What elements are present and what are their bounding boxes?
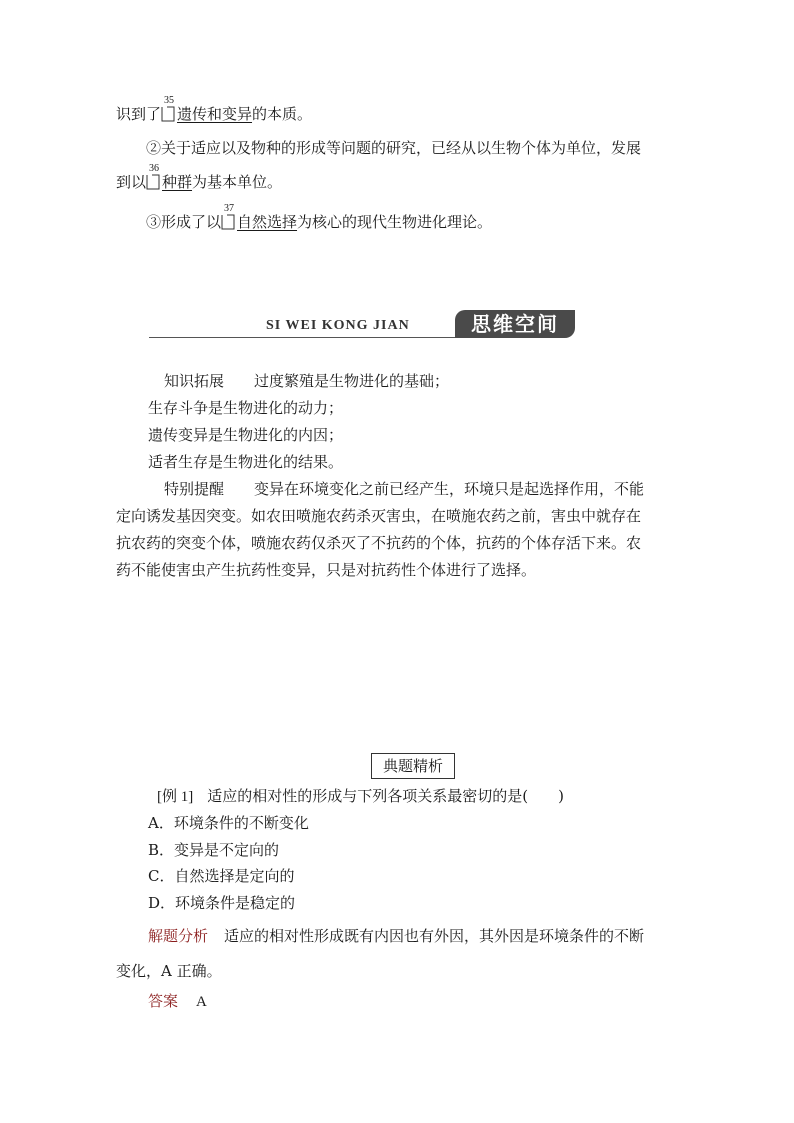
fill-term-35: 遗传和变异 bbox=[177, 105, 253, 123]
analysis-text-1: 适应的相对性形成既有内因也有外因，其外因是环境条件的不断 bbox=[224, 927, 645, 945]
extension-text-1: 过度繁殖是生物进化的基础； bbox=[254, 372, 450, 390]
intro-line-1 bbox=[116, 95, 313, 124]
intro-line-3-prefix: 到以 bbox=[116, 173, 147, 191]
option-a: A．环境条件的不断变化 bbox=[148, 814, 309, 832]
blank-marker-icon: 36 bbox=[146, 172, 160, 190]
extension-line-3: 遗传变异是生物进化的内因； bbox=[148, 426, 344, 444]
analysis-line-2: 变化，A 正确。 bbox=[116, 962, 222, 980]
option-d: D．环境条件是稳定的 bbox=[148, 894, 296, 912]
intro-line-3-suffix: 为基本单位。 bbox=[192, 173, 283, 191]
intro-line-1-suffix: 的本质。 bbox=[252, 105, 313, 123]
option-b: B．变异是不定向的 bbox=[148, 841, 280, 859]
reminder-line-1 bbox=[164, 478, 644, 499]
intro-line-4-suffix: 为核心的现代生物进化理论。 bbox=[297, 213, 493, 231]
intro-line-2: ②关于适应以及物种的形成等问题的研究，已经从以生物个体为单位，发展 bbox=[146, 139, 642, 157]
answer-label: 答案 bbox=[148, 992, 179, 1010]
example-section-title: 典题精析 bbox=[371, 753, 455, 779]
reminder-label: 特别提醒 bbox=[164, 480, 225, 498]
extension-line-4: 适者生存是生物进化的结果。 bbox=[148, 453, 344, 471]
fill-term-36: 种群 bbox=[162, 173, 193, 191]
fill-term-37: 自然选择 bbox=[237, 213, 298, 231]
example-question-text: 适应的相对性的形成与下列各项关系最密切的是( ) bbox=[207, 787, 564, 805]
analysis-label: 解题分析 bbox=[148, 927, 209, 945]
section-header-latin: SI WEI KONG JIAN bbox=[266, 318, 410, 333]
intro-line-1-prefix: 识到了 bbox=[116, 105, 162, 123]
analysis-line-1 bbox=[148, 925, 644, 946]
section-header-rule bbox=[149, 337, 459, 338]
example-tag: [例 1] bbox=[157, 789, 194, 805]
reminder-text-1: 变异在环境变化之前已经产生，环境只是起选择作用，不能 bbox=[254, 480, 645, 498]
section-header-badge: 思维空间 bbox=[455, 310, 575, 338]
extension-label: 知识拓展 bbox=[164, 372, 225, 390]
example-question bbox=[157, 785, 564, 806]
intro-line-3 bbox=[116, 163, 283, 192]
extension-line-1 bbox=[164, 370, 449, 391]
intro-line-4 bbox=[146, 203, 493, 232]
option-c: C．自然选择是定向的 bbox=[148, 867, 295, 885]
reminder-line-3: 抗农药的突变个体，喷施农药仅杀灭了不抗药的个体，抗药的个体存活下来。农 bbox=[116, 534, 642, 552]
intro-line-4-prefix: ③形成了以 bbox=[146, 213, 222, 231]
reminder-line-4: 药不能使害虫产生抗药性变异，只是对抗药性个体进行了选择。 bbox=[116, 561, 537, 579]
answer-line bbox=[148, 990, 207, 1011]
blank-marker-icon: 37 bbox=[221, 212, 235, 230]
extension-line-2: 生存斗争是生物进化的动力； bbox=[148, 399, 344, 417]
answer-value: A bbox=[196, 994, 207, 1010]
blank-marker-icon: 35 bbox=[161, 104, 175, 122]
reminder-line-2: 定向诱发基因突变。如农田喷施农药杀灭害虫，在喷施农药之前，害虫中就存在 bbox=[116, 507, 642, 525]
